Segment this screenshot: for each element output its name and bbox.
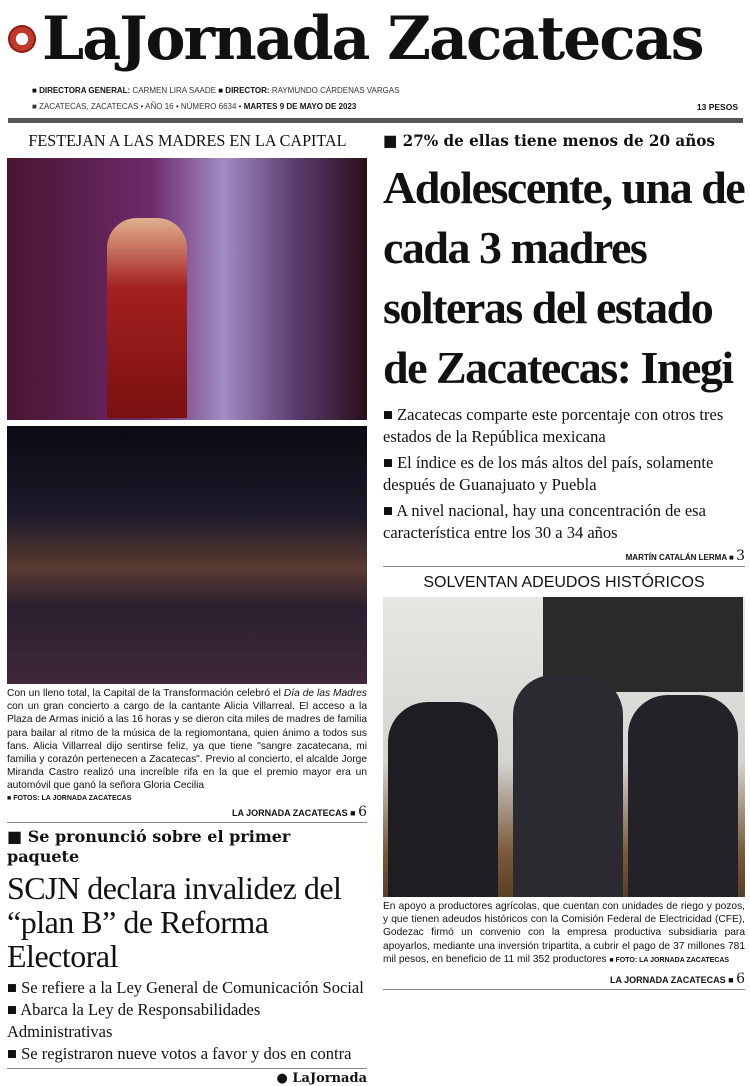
masthead-divider	[8, 118, 743, 123]
photo-credit: ■ FOTOS: LA JORNADA ZACATECAS	[7, 795, 367, 802]
singer-figure	[107, 218, 187, 418]
main-kicker: ■ 27% de ellas tiene menos de 20 años	[383, 131, 715, 150]
scjn-bullets	[7, 977, 367, 1065]
cfe-agreement-photo	[383, 597, 745, 897]
bullet-item: ■ Zacatecas comparte este porcentaje con otros tres estados de la República mexicana	[383, 404, 745, 448]
masthead	[8, 0, 748, 78]
person	[628, 695, 738, 897]
edition-place: ■ ZACATECAS, ZACATECAS • AÑO 16 • NÚMERO 6634 •	[32, 102, 241, 111]
bullet-item: ■ A nivel nacional, hay una concentración de esa característica entre los 30 a 34 años	[383, 500, 745, 544]
divider	[383, 989, 745, 990]
section-title: FESTEJAN A LAS MADRES EN LA CAPITAL	[27, 131, 347, 150]
newspaper-title: LaJornada Zacatecas	[42, 4, 703, 74]
bullet-item: ■ Abarca la Ley de Responsabilidades Administrativas	[7, 999, 367, 1043]
caption-emphasis: Día de las Madres	[283, 688, 367, 699]
photo-credit: ■ FOTO: LA JORNADA ZACATECAS	[609, 957, 729, 964]
main-bullets	[383, 404, 745, 544]
page-number: 6	[358, 803, 367, 820]
page-number[interactable]: 3	[736, 548, 745, 564]
caption-text: con un gran concierto a cargo de la cantante Alicia Villarreal. El acceso a la Plaza de Armas inició a las 16 horas y se dieron cita miles de madres de familia para bailar al ritmo de la música de la regiomontana, quien ánimo a todos sus fans. Alicia Villarreal dijo sentirse feliz, ya que tiene "sangre zacatecana, mi familia y corazón pertenecen a Zacatecas". Previo al concierto, el alcalde Jorge Miranda Castro realizó una increíble rifa en la que el premio mayor era un automóvil que ganó la señora Gloria Cecilia	[7, 701, 367, 792]
logo-icon	[8, 25, 36, 53]
price: 13 PESOS	[696, 102, 738, 112]
person	[388, 702, 498, 897]
plaza-concert-photo	[7, 426, 367, 684]
directora-label: ■ DIRECTORA GENERAL:	[32, 86, 130, 95]
page-ref-label: LA JORNADA ZACATECAS	[609, 975, 726, 986]
director: RAYMUNDO CÁRDENAS VARGAS	[271, 86, 400, 95]
cfe-section-title: SOLVENTAN ADEUDOS HISTÓRICOS	[423, 574, 705, 591]
section-title-wrap	[7, 128, 367, 154]
staff-line	[32, 86, 400, 95]
main-headline[interactable]: Adolescente, una de cada 3 madres solteras del estado de Zacatecas: Inegi	[383, 162, 745, 393]
page-ref[interactable]: LA JORNADA ZACATECAS ■ 6	[609, 971, 745, 988]
caption-text: En apoyo a productores agrícolas, que cuentan con unidades de riego y pozos, y que tienen adeudos históricos con la Comisión Federal de Electricidad (CFE), Godezac firmó un convenio con la empresa productiva subsidiaria para apoyarlos, mediante una inversión tripartita, a cubrir el pago de 37 millones 781 mil pesos, en beneficio de 11 mil 352 productores	[383, 901, 745, 965]
page-ref[interactable]: LA JORNADA ZACATECAS ■ 6	[231, 803, 367, 820]
byline-author: MARTÍN CATALÁN LERMA	[625, 553, 727, 562]
main-kicker-wrap	[383, 128, 745, 152]
right-column	[383, 128, 745, 990]
bullet-item: ■ El índice es de los más altos del país, solamente después de Guanajuato y Puebla	[383, 452, 745, 496]
bullet-item: ■ Se refiere a la Ley General de Comunicación Social	[7, 977, 367, 999]
concert-caption	[7, 687, 367, 793]
page-ref-label: LA JORNADA ZACATECAS	[231, 807, 348, 818]
person	[513, 675, 623, 897]
jornada-logo: ● LaJornada	[276, 1070, 367, 1086]
page-number: 6	[736, 971, 745, 988]
edition-date: MARTES 9 DE MAYO DE 2023	[243, 102, 357, 111]
byline: MARTÍN CATALÁN LERMA ■ 3	[625, 548, 745, 564]
cfe-caption	[383, 900, 745, 967]
directora: CARMEN LIRA SAADE	[132, 86, 216, 95]
left-column	[7, 128, 367, 1086]
bullet-item: ■ Se registraron nueve votos a favor y dos en contra	[7, 1043, 367, 1065]
director-label: ■ DIRECTOR:	[218, 86, 269, 95]
jornada-logo-text: LaJornada	[292, 1070, 367, 1086]
divider	[7, 822, 367, 823]
divider	[7, 1068, 367, 1069]
divider	[383, 566, 745, 567]
scjn-headline[interactable]: SCJN declara invalidez del “plan B” de Reforma Electoral	[7, 869, 342, 974]
concert-singer-photo	[7, 158, 367, 420]
scjn-kicker: ■ Se pronunció sobre el primer paquete	[7, 827, 367, 867]
caption-text: Con un lleno total, la Capital de la Transformación celebró el	[7, 688, 284, 699]
edition-line	[32, 102, 356, 111]
